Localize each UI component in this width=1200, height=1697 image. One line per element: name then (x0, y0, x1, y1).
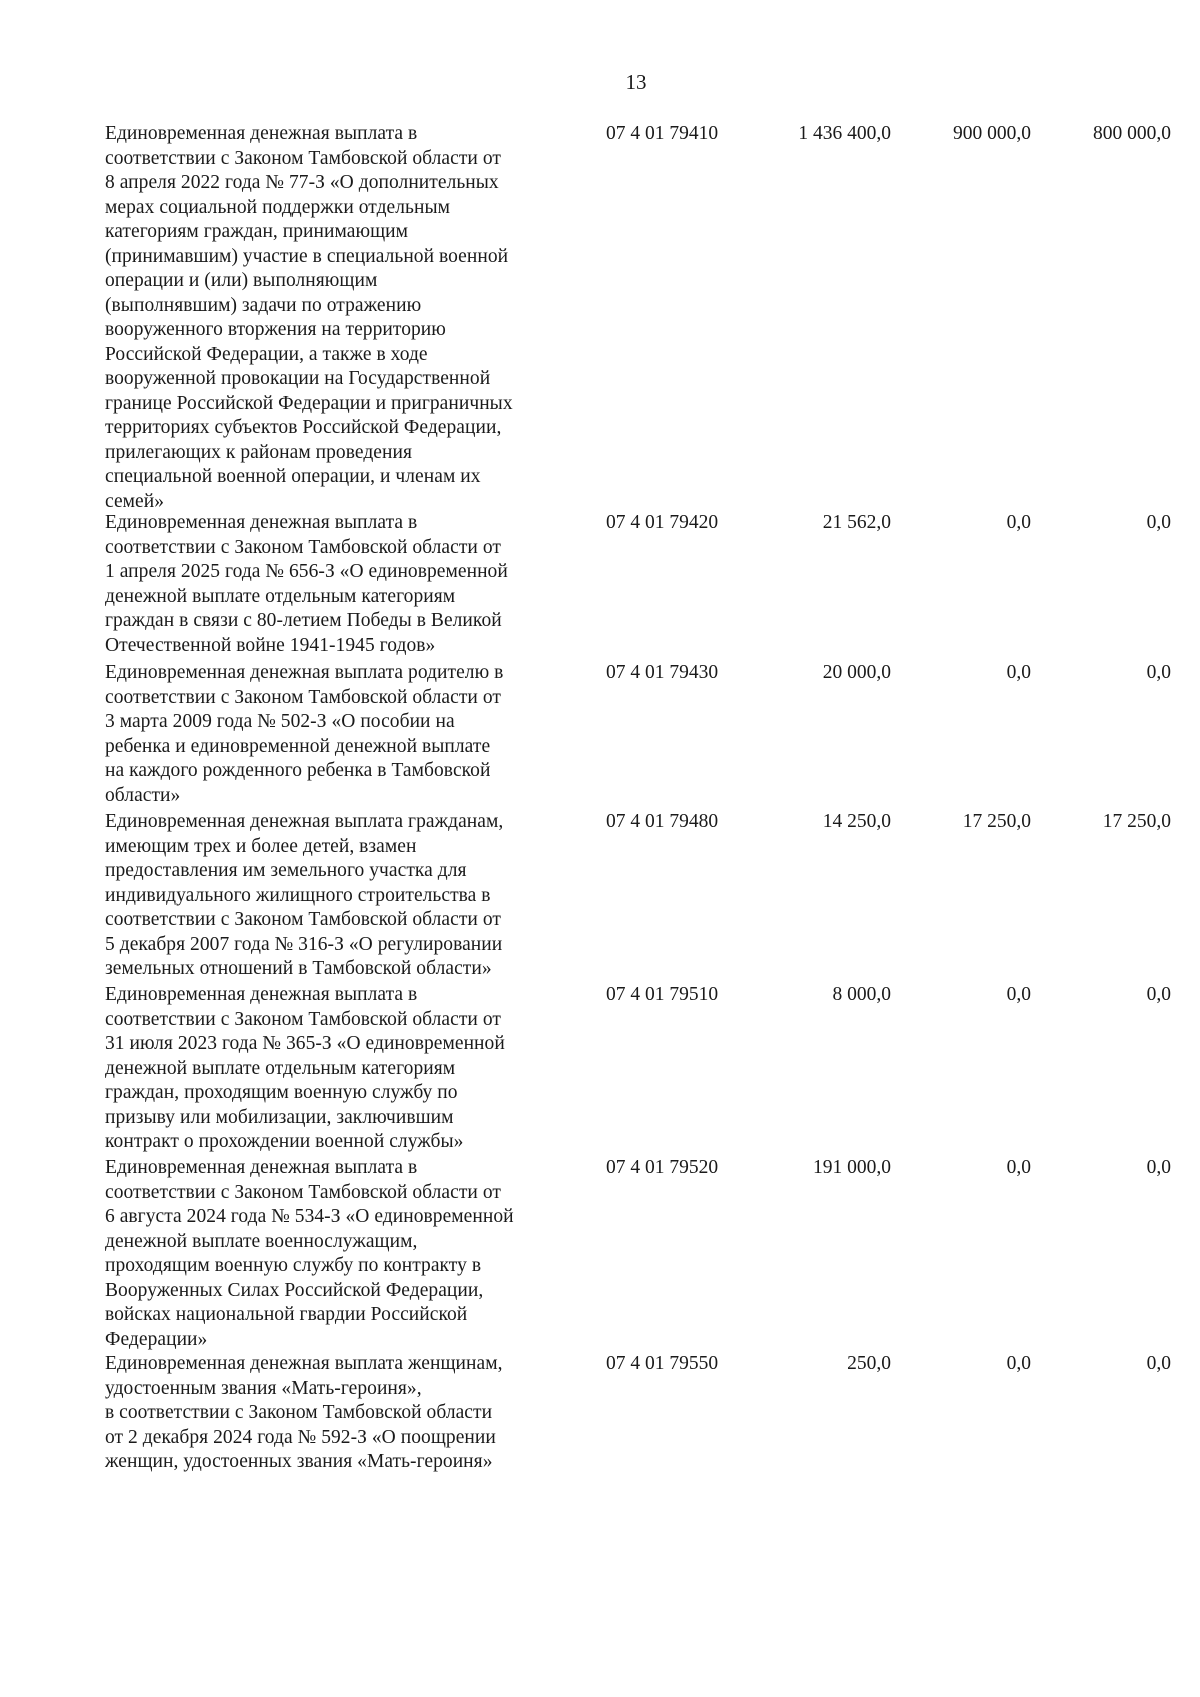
budget-code: 07 4 01 79510 (606, 984, 719, 1005)
description-line: прилегающих к районам проведения (105, 441, 412, 463)
budget-code: 07 4 01 79520 (606, 1157, 719, 1178)
description-line: Единовременная денежная выплата в (105, 123, 418, 144)
description-line: граждан в связи с 80-летием Победы в Великой (105, 610, 502, 631)
row-description (105, 1156, 580, 1352)
row-description (105, 122, 580, 514)
row-description (105, 810, 580, 982)
description-line: денежной выплате отдельным категориям (105, 585, 456, 607)
description-line: предоставления им земельного участка для (105, 860, 467, 881)
row-description (105, 511, 580, 658)
description-line: ребенка и единовременной денежной выплате (105, 735, 491, 757)
description-line: войсках национальной гвардии Российской (105, 1304, 468, 1325)
description-line: Отечественной войне 1941-1945 годов» (105, 634, 436, 656)
description-line: соответствии с Законом Тамбовской области от (105, 686, 501, 708)
amount-year-3: 800 000,0 (1093, 123, 1171, 144)
amount-year-1: 1 436 400,0 (798, 123, 891, 144)
description-line: соответствии с Законом Тамбовской области от (105, 147, 501, 169)
description-line: Российской Федерации, а также в ходе (105, 343, 428, 365)
amount-year-2: 0,0 (1006, 1157, 1031, 1178)
description-line: семей» (105, 490, 165, 512)
row-description (105, 1352, 580, 1475)
amount-year-3: 0,0 (1146, 512, 1171, 533)
description-line: имеющим трех и более детей, взамен (105, 835, 417, 857)
description-line: Вооруженных Силах Российской Федерации, (105, 1279, 484, 1301)
description-line: территориях субъектов Российской Федерации, (105, 417, 502, 438)
description-line: от 2 декабря 2024 года № 592-З «О поощрении (105, 1426, 496, 1448)
description-line: удостоенным звания «Мать-героиня», (105, 1377, 422, 1399)
description-line: области» (105, 784, 181, 806)
budget-code: 07 4 01 79550 (606, 1353, 719, 1374)
description-line: (выполнявшим) задачи по отражению (105, 294, 422, 316)
description-line: категориям граждан, принимающим (105, 221, 409, 242)
description-line: вооруженного вторжения на территорию (105, 319, 446, 340)
description-line: соответствии с Законом Тамбовской области от (105, 909, 501, 930)
description-line: 5 декабря 2007 года № 316-З «О регулировании (105, 933, 503, 955)
amount-year-3: 17 250,0 (1102, 811, 1171, 832)
amount-year-2: 900 000,0 (953, 123, 1031, 144)
amount-year-3: 0,0 (1146, 1157, 1171, 1178)
description-line: Федерации» (105, 1328, 208, 1350)
description-line: соответствии с Законом Тамбовской области от (105, 536, 501, 558)
description-line: Единовременная денежная выплата в (105, 1157, 418, 1178)
amount-year-1: 8 000,0 (832, 984, 891, 1005)
amount-year-2: 0,0 (1006, 1353, 1031, 1374)
description-line: индивидуального жилищного строительства в (105, 884, 491, 906)
description-line: Единовременная денежная выплата родителю в (105, 662, 504, 683)
description-line: Единовременная денежная выплата гражданам, (105, 811, 504, 832)
budget-code: 07 4 01 79420 (606, 512, 719, 533)
description-line: специальной военной операции, и членам их (105, 466, 481, 487)
description-line: в соответствии с Законом Тамбовской области (105, 1402, 493, 1423)
description-line: 31 июля 2023 года № 365-З «О единовременной (105, 1033, 505, 1054)
description-line: соответствии с Законом Тамбовской области от (105, 1008, 501, 1030)
description-line: мерах социальной поддержки отдельным (105, 196, 451, 218)
amount-year-2: 0,0 (1006, 662, 1031, 683)
description-line: 1 апреля 2025 года № 656-З «О единовременной (105, 561, 508, 582)
amount-year-2: 0,0 (1006, 512, 1031, 533)
amount-year-1: 14 250,0 (822, 811, 891, 832)
page-number: 13 (625, 70, 647, 94)
amount-year-1: 21 562,0 (822, 512, 891, 533)
description-line: Единовременная денежная выплата женщинам, (105, 1353, 503, 1374)
description-line: вооруженной провокации на Государственной (105, 368, 491, 389)
description-line: Единовременная денежная выплата в (105, 512, 418, 533)
description-line: 6 августа 2024 года № 534-З «О единовременной (105, 1206, 514, 1227)
amount-year-1: 250,0 (847, 1353, 891, 1374)
description-line: операции и (или) выполняющим (105, 270, 378, 291)
amount-year-2: 17 250,0 (962, 811, 1031, 832)
description-line: граждан, проходящим военную службу по (105, 1082, 458, 1103)
description-line: соответствии с Законом Тамбовской области от (105, 1181, 501, 1203)
budget-code: 07 4 01 79480 (606, 811, 719, 832)
description-line: (принимавшим) участие в специальной военной (105, 245, 509, 267)
description-line: земельных отношений в Тамбовской области» (105, 958, 492, 979)
amount-year-1: 20 000,0 (822, 662, 891, 683)
description-line: проходящим военную службу по контракту в (105, 1255, 482, 1276)
description-line: денежной выплате военнослужащим, (105, 1230, 418, 1252)
description-line: контракт о прохождении военной службы» (105, 1131, 464, 1152)
budget-code: 07 4 01 79430 (606, 662, 719, 683)
amount-year-2: 0,0 (1006, 984, 1031, 1005)
amount-year-1: 191 000,0 (813, 1157, 891, 1178)
description-line: Единовременная денежная выплата в (105, 984, 418, 1005)
row-description (105, 983, 580, 1155)
description-line: призыву или мобилизации, заключившим (105, 1106, 454, 1128)
description-line: женщин, удостоенных звания «Мать-героиня» (105, 1451, 493, 1472)
description-line: денежной выплате отдельным категориям (105, 1057, 456, 1079)
description-line: на каждого рожденного ребенка в Тамбовской (105, 760, 491, 781)
amount-year-3: 0,0 (1146, 984, 1171, 1005)
description-line: 8 апреля 2022 года № 77-З «О дополнительных (105, 172, 499, 193)
amount-year-3: 0,0 (1146, 662, 1171, 683)
amount-year-3: 0,0 (1146, 1353, 1171, 1374)
row-description (105, 661, 580, 808)
budget-code: 07 4 01 79410 (606, 123, 719, 144)
description-line: границе Российской Федерации и приграничных (105, 392, 513, 414)
description-line: 3 марта 2009 года № 502-З «О пособии на (105, 711, 455, 732)
